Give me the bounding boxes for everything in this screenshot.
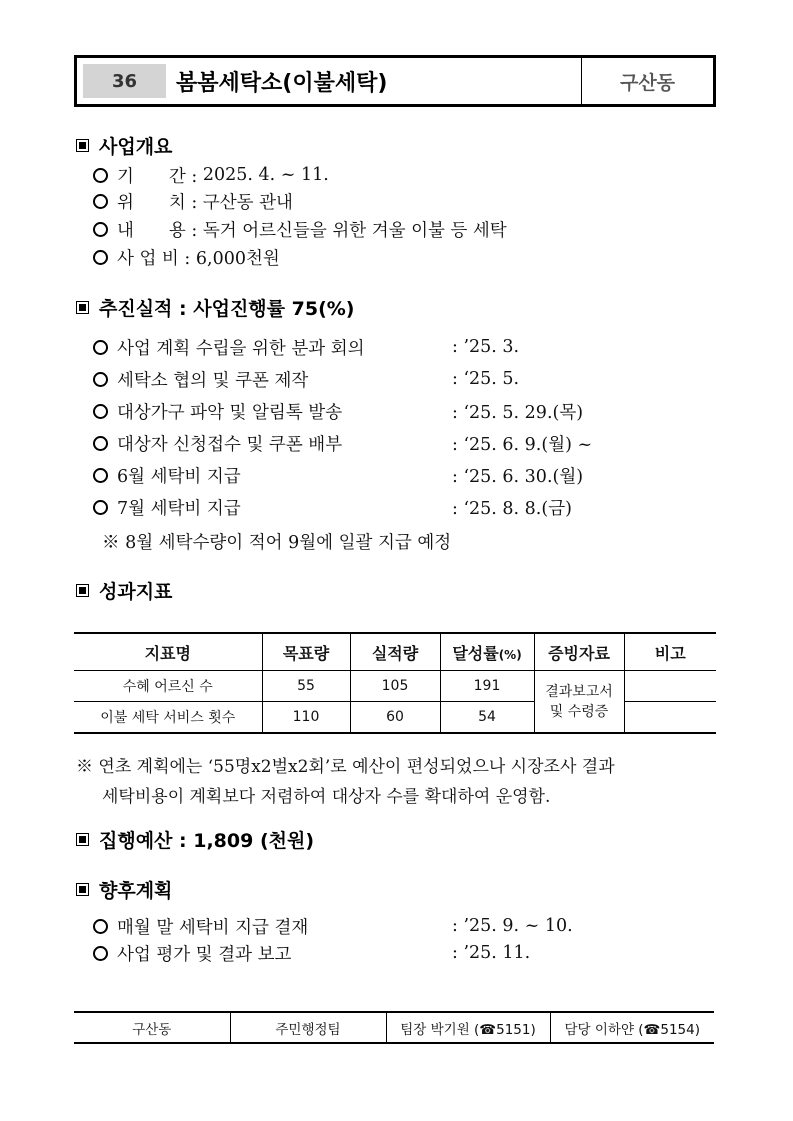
kpi-actual: 60 [350,702,440,734]
kpi-note-line1: ※ 연초 계획에는 ‘55명x2벌x2회’로 예산이 편성되었으나 시장조사 결과 [76,756,615,777]
progress-item: 대상가구 파악 및 알림톡 발송 [93,398,342,424]
kpi-col-actual: 실적량 [350,633,440,671]
overview-item: 사 업 비 : 6,000천원 [93,244,280,270]
kpi-table [74,632,716,734]
circle-bullet-icon [93,372,108,387]
footer-contact-table [74,1011,714,1044]
circle-bullet-icon [93,436,108,451]
circle-bullet-icon [93,404,108,419]
progress-item: 7월 세탁비 지급 [93,494,241,520]
plan-date: : ’25. 9. ~ 10. [452,916,573,936]
square-bullet-icon [76,301,89,314]
item-number: 36 [83,64,166,98]
overview-item: 내 용 : 독거 어르신들을 위한 겨울 이불 등 세탁 [93,216,507,242]
footer-manager: 팀장 박기원 (☎5151) [386,1012,550,1043]
footer-dept: 구산동 [74,1012,230,1043]
section-plan-heading: 향후계획 [76,876,172,902]
kpi-evidence: 결과보고서 및 수령증 [534,671,624,734]
circle-bullet-icon [93,168,108,183]
circle-bullet-icon [93,194,108,209]
circle-bullet-icon [93,919,108,934]
circle-bullet-icon [93,340,108,355]
kpi-col-name: 지표명 [74,633,262,671]
square-bullet-icon [76,883,89,896]
page-title: 봄봄세탁소(이불세탁) [176,70,388,96]
circle-bullet-icon [93,222,108,237]
progress-date: : ‘25. 6. 30.(월) [452,466,584,487]
footer-staff: 담당 이하얀 (☎5154) [550,1012,714,1043]
kpi-target: 55 [262,671,350,702]
section-progress-heading: 추진실적 : 사업진행률 75(%) [76,294,354,320]
overview-item: 위 치 : 구산동 관내 [93,188,293,214]
section-kpi-heading: 성과지표 [76,577,172,603]
kpi-note-line2: 세탁비용이 계획보다 저렴하여 대상자 수를 확대하여 운영함. [102,786,551,807]
section-overview-heading: 사업개요 [76,132,172,158]
kpi-target: 110 [262,702,350,734]
kpi-rate: 191 [440,671,534,702]
footer-team: 주민행정팀 [230,1012,386,1043]
progress-date: : ‘25. 8. 8.(금) [452,498,572,519]
kpi-col-rate: 달성률(%) [440,633,534,671]
section-budget-heading: 집행예산 : 1,809 (천원) [76,826,314,852]
circle-bullet-icon [93,946,108,961]
overview-item: 기 간 : 2025. 4. ~ 11. [93,162,329,188]
kpi-remarks [624,671,716,702]
progress-item: 사업 계획 수립을 위한 분과 회의 [93,334,365,360]
kpi-actual: 105 [350,671,440,702]
progress-date: : ‘25. 5. 29.(목) [452,402,584,423]
header-dept: 구산동 [619,71,676,94]
kpi-name: 수혜 어르신 수 [74,671,262,702]
title-box [74,55,716,107]
plan-item: 사업 평가 및 결과 보고 [93,940,291,966]
progress-item: 6월 세탁비 지급 [93,462,241,488]
kpi-col-target: 목표량 [262,633,350,671]
progress-date: : ’25. 3. [452,337,520,357]
circle-bullet-icon [93,500,108,515]
circle-bullet-icon [93,250,108,265]
table-row [74,671,716,702]
kpi-name: 이불 세탁 서비스 횟수 [74,702,262,734]
kpi-col-remarks: 비고 [624,633,716,671]
circle-bullet-icon [93,468,108,483]
square-bullet-icon [76,139,89,152]
progress-note: ※ 8월 세탁수량이 적어 9월에 일괄 지급 예정 [102,532,452,553]
square-bullet-icon [76,584,89,597]
plan-date: : ’25. 11. [452,943,531,963]
kpi-rate: 54 [440,702,534,734]
plan-item: 매월 말 세탁비 지급 결재 [93,913,308,939]
progress-date: : ‘25. 6. 9.(월) ~ [452,434,593,455]
kpi-col-evidence: 증빙자료 [534,633,624,671]
progress-date: : ‘25. 5. [452,369,520,389]
progress-item: 세탁소 협의 및 쿠폰 제작 [93,366,308,392]
kpi-remarks [624,702,716,734]
square-bullet-icon [76,833,89,846]
progress-item: 대상자 신청접수 및 쿠폰 배부 [93,430,342,456]
